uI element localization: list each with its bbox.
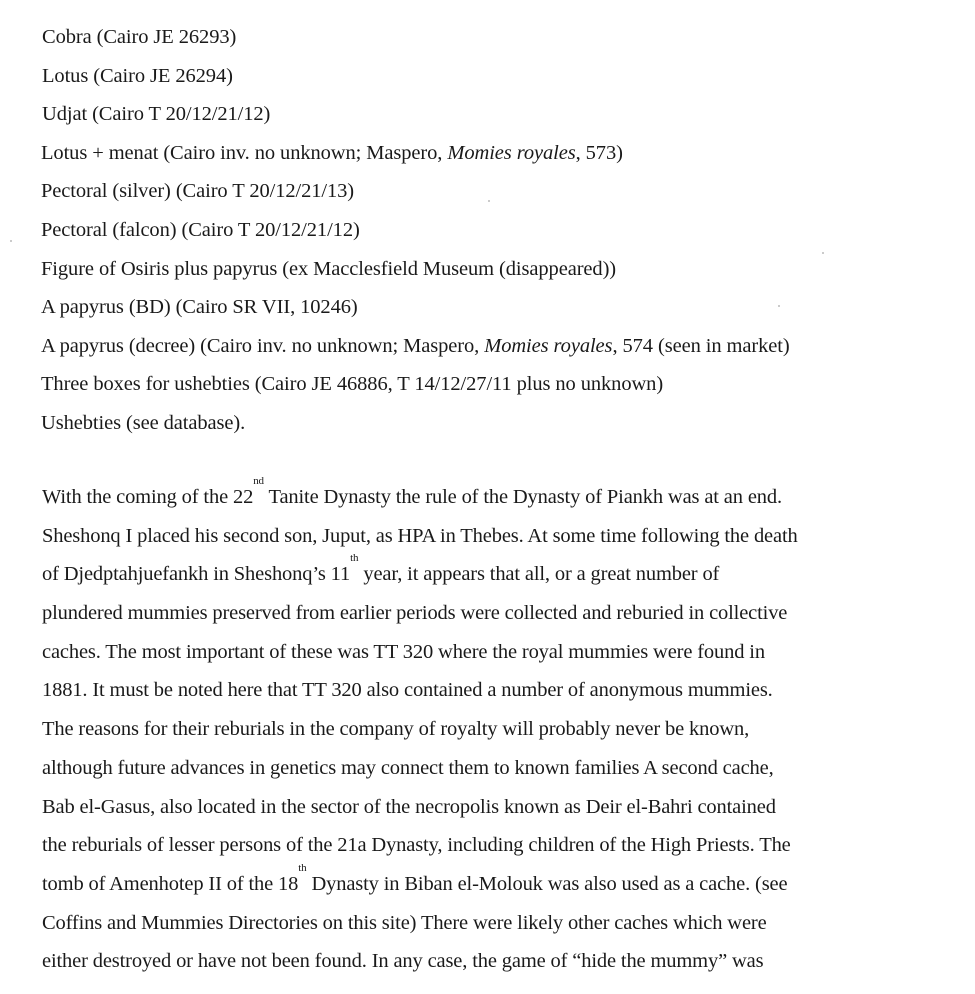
scan-speck <box>778 305 780 307</box>
list-item: Three boxes for ushebties (Cairo JE 46886, T 14/12/27/11 plus no unknown) <box>41 373 664 396</box>
paragraph-line: the reburials of lesser persons of the 21a Dynasty, including children of the High Priests. The <box>42 834 791 857</box>
scan-speck <box>488 200 490 202</box>
paragraph-line: tomb of Amenhotep II of the 18th Dynasty in Biban el-Molouk was also used as a cache. (see <box>42 861 788 895</box>
citation-title: Momies royales <box>447 141 576 164</box>
paragraph-line: With the coming of the 22nd Tanite Dynasty the rule of the Dynasty of Piankh was at an end. <box>42 475 782 508</box>
paragraph-line: although future advances in genetics may connect them to known families A second cache, <box>42 756 774 779</box>
paragraph-line: The reasons for their reburials in the company of royalty will probably never be known, <box>42 718 750 741</box>
scan-speck <box>822 252 824 254</box>
object-list <box>42 18 790 443</box>
list-item: Udjat (Cairo T 20/12/21/12) <box>42 103 271 126</box>
list-item: A papyrus (BD) (Cairo SR VII, 10246) <box>41 296 358 319</box>
list-item: A papyrus (decree) (Cairo inv. no unknown; Maspero, Momies royales, 574 (seen in market) <box>41 334 790 357</box>
body-paragraph <box>42 475 922 981</box>
list-item: Cobra (Cairo JE 26293) <box>42 26 237 48</box>
paragraph-line: Bab el-Gasus, also located in the sector of the necropolis known as Deir el-Bahri contained <box>42 795 776 818</box>
list-item: Pectoral (silver) (Cairo T 20/12/21/13) <box>41 180 355 203</box>
list-item: Ushebties (see database). <box>41 411 246 434</box>
paragraph-line: 1881. It must be noted here that TT 320 also contained a number of anonymous mummies. <box>42 679 773 702</box>
paragraph-line: either destroyed or have not been found. In any case, the game of “hide the mummy” was <box>42 950 764 973</box>
paragraph-line: Coffins and Mummies Directories on this site) There were likely other caches which were <box>42 911 767 934</box>
paragraph-line: caches. The most important of these was TT 320 where the royal mummies were found in <box>42 640 765 663</box>
citation-title: Momies royales <box>484 334 613 357</box>
list-item: Lotus (Cairo JE 26294) <box>42 64 233 87</box>
list-item: Pectoral (falcon) (Cairo T 20/12/21/12) <box>41 218 360 241</box>
paragraph-line: plundered mummies preserved from earlier periods were collected and reburied in collective <box>42 602 788 625</box>
list-item: Lotus + menat (Cairo inv. no unknown; Maspero, Momies royales, 573) <box>41 141 623 164</box>
paragraph-line: Sheshonq I placed his second son, Juput, as HPA in Thebes. At some time following the death <box>42 524 798 547</box>
scan-speck <box>10 240 12 242</box>
paragraph-line: of Djedptahjuefankh in Sheshonq’s 11th year, it appears that all, or a great number of <box>42 552 720 586</box>
list-item: Figure of Osiris plus papyrus (ex Macclesfield Museum (disappeared)) <box>41 257 617 280</box>
